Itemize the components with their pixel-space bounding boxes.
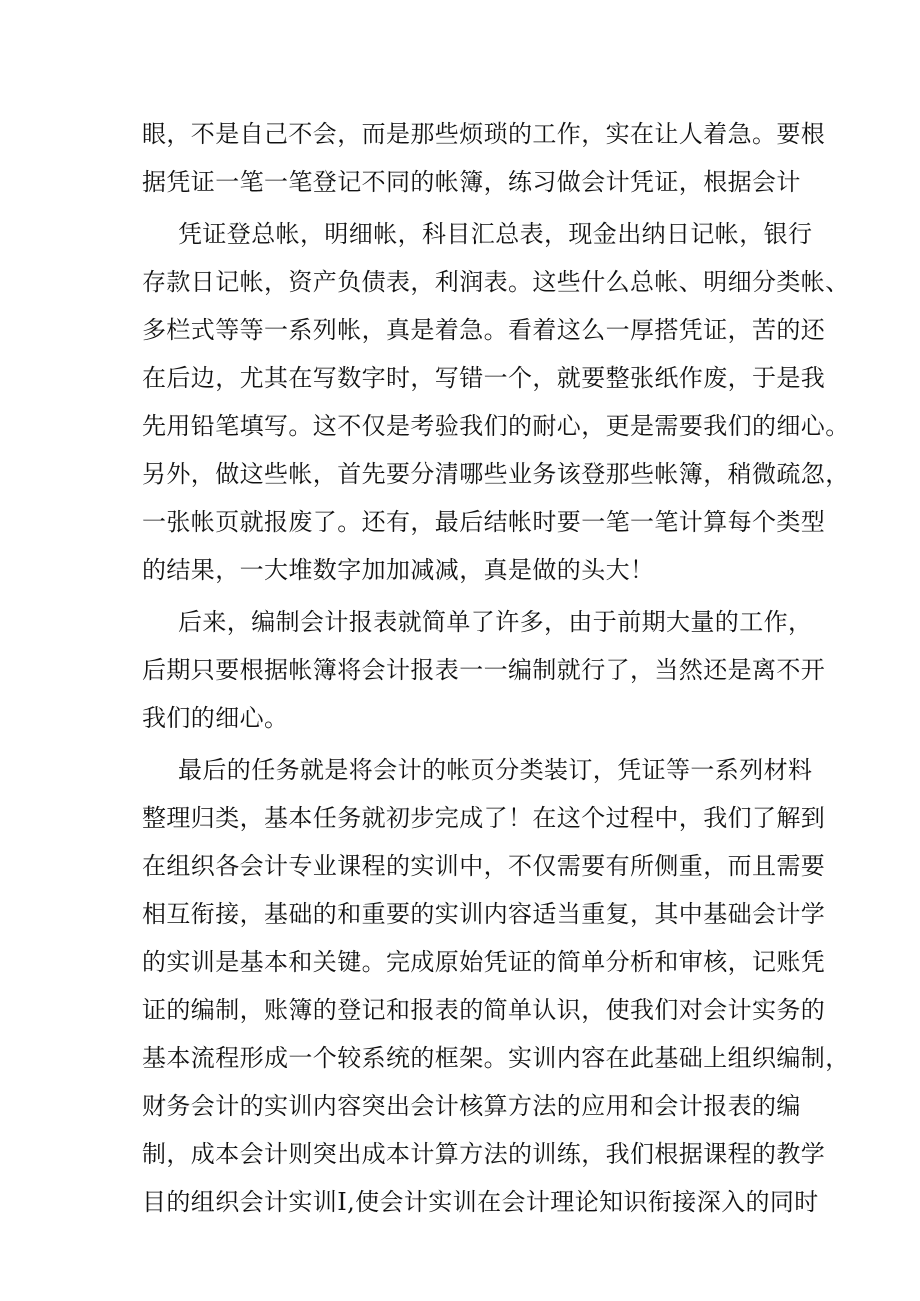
text-line: 后期只要根据帐簿将会计报表一一编制就行了，当然还是离不开 <box>142 656 826 684</box>
text-line: 眼，不是自己不会，而是那些烦琐的工作，实在让人着急。要根 <box>142 120 826 148</box>
text-line: 证的编制，账簿的登记和报表的简单认识，使我们对会计实务的 <box>142 996 826 1024</box>
body-text <box>142 110 850 1226</box>
text-line: 相互衔接，基础的和重要的实训内容适当重复，其中基础会计学 <box>142 900 826 928</box>
text-line: 整理归类，基本任务就初步完成了！在这个过程中，我们了解到 <box>142 804 826 832</box>
text-line: 的结果，一大堆数字加加减减，真是做的头大！ <box>142 556 655 584</box>
text-line: 凭证登总帐，明细帐，科目汇总表，现金出纳日记帐，银行 <box>178 220 813 248</box>
text-line: 在组织各会计专业课程的实训中，不仅需要有所侧重，而且需要 <box>142 852 826 880</box>
text-line: 我们的细心。 <box>142 704 289 732</box>
text-line: 在后边，尤其在写数字时，写错一个，就要整张纸作废，于是我 <box>142 364 826 392</box>
text-line: 的实训是基本和关键。完成原始凭证的简单分析和审核，记账凭 <box>142 948 826 976</box>
text-line: 后来，编制会计报表就简单了许多，由于前期大量的工作， <box>178 608 813 636</box>
text-line: 基本流程形成一个较系统的框架。实训内容在此基础上组织编制， <box>142 1044 850 1072</box>
text-line: 目的组织会计实训I,使会计实训在会计理论知识衔接深入的同时 <box>142 1188 819 1216</box>
text-line: 最后的任务就是将会计的帐页分类装订，凭证等一系列材料 <box>178 756 813 784</box>
text-line: 据凭证一笔一笔登记不同的帐簿，练习做会计凭证，根据会计 <box>142 168 801 196</box>
text-line: 多栏式等等一系列帐，真是着急。看着这么一厚搭凭证，苦的还 <box>142 316 826 344</box>
text-line: 先用铅笔填写。这不仅是考验我们的耐心，更是需要我们的细心。 <box>142 412 850 440</box>
text-line: 制，成本会计则突出成本计算方法的训练，我们根据课程的教学 <box>142 1140 826 1168</box>
text-line: 另外，做这些帐，首先要分清哪些业务该登那些帐簿，稍微疏忽， <box>142 460 850 488</box>
text-line: 财务会计的实训内容突出会计核算方法的应用和会计报表的编 <box>142 1092 801 1120</box>
text-line: 一张帐页就报废了。还有，最后结帐时要一笔一笔计算每个类型 <box>142 508 826 536</box>
text-line: 存款日记帐，资产负债表，利润表。这些什么总帐、明细分类帐、 <box>142 268 850 296</box>
